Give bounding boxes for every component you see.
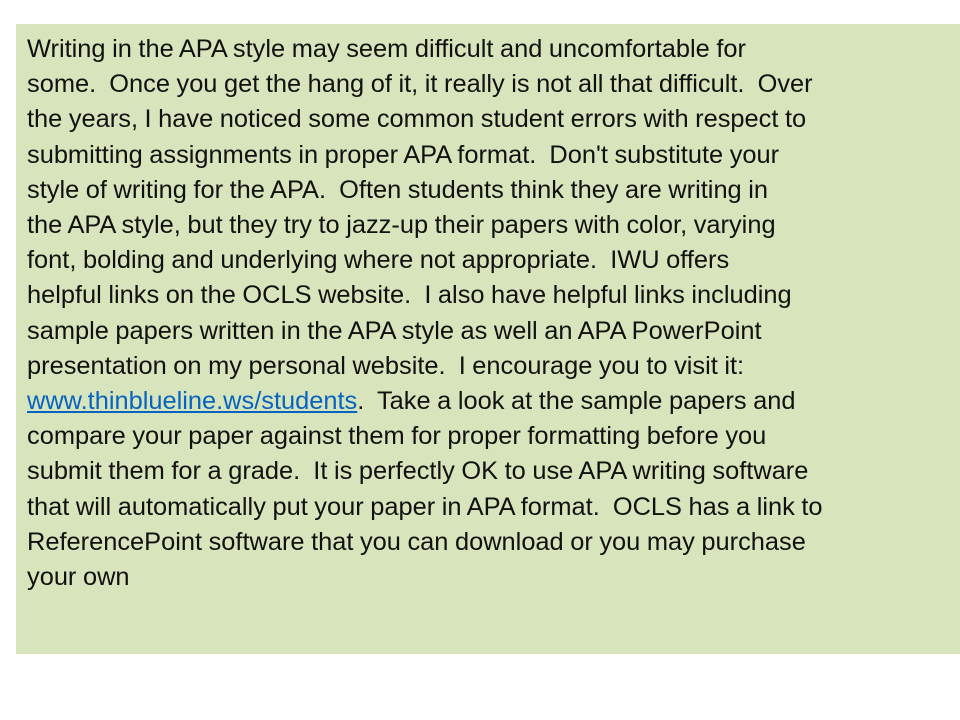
text-line: font, bolding and underlying where not appropriate. IWU offers bbox=[27, 246, 730, 275]
text-line: sample papers written in the APA style as well an APA PowerPoint bbox=[27, 316, 762, 345]
text-line: compare your paper against them for proper formatting before you bbox=[27, 422, 767, 451]
text-line: submit them for a grade. It is perfectly OK to use APA writing software bbox=[27, 457, 809, 486]
text-box bbox=[16, 24, 960, 654]
website-link[interactable]: www.thinblueline.ws/students bbox=[27, 387, 358, 416]
text-line: helpful links on the OCLS website. I also have helpful links including bbox=[27, 281, 792, 310]
text-line: ReferencePoint software that you can download or you may purchase bbox=[27, 527, 806, 556]
text-line: that will automatically put your paper in APA format. OCLS has a link to bbox=[27, 492, 823, 521]
text-line: submitting assignments in proper APA format. Don't substitute your bbox=[27, 140, 780, 169]
text-line: Writing in the APA style may seem difficult and uncomfortable for bbox=[27, 35, 746, 63]
text-line: some. Once you get the hang of it, it really is not all that difficult. Over bbox=[27, 70, 813, 99]
body-paragraph bbox=[27, 32, 960, 595]
text-line: the APA style, but they try to jazz-up their papers with color, varying bbox=[27, 211, 776, 240]
text-line: your own bbox=[27, 563, 130, 592]
text-line: . Take a look at the sample papers and bbox=[357, 387, 796, 416]
text-line: style of writing for the APA. Often students think they are writing in bbox=[27, 175, 768, 204]
text-line: the years, I have noticed some common student errors with respect to bbox=[27, 105, 807, 134]
text-line: presentation on my personal website. I encourage you to visit it: bbox=[27, 351, 745, 380]
